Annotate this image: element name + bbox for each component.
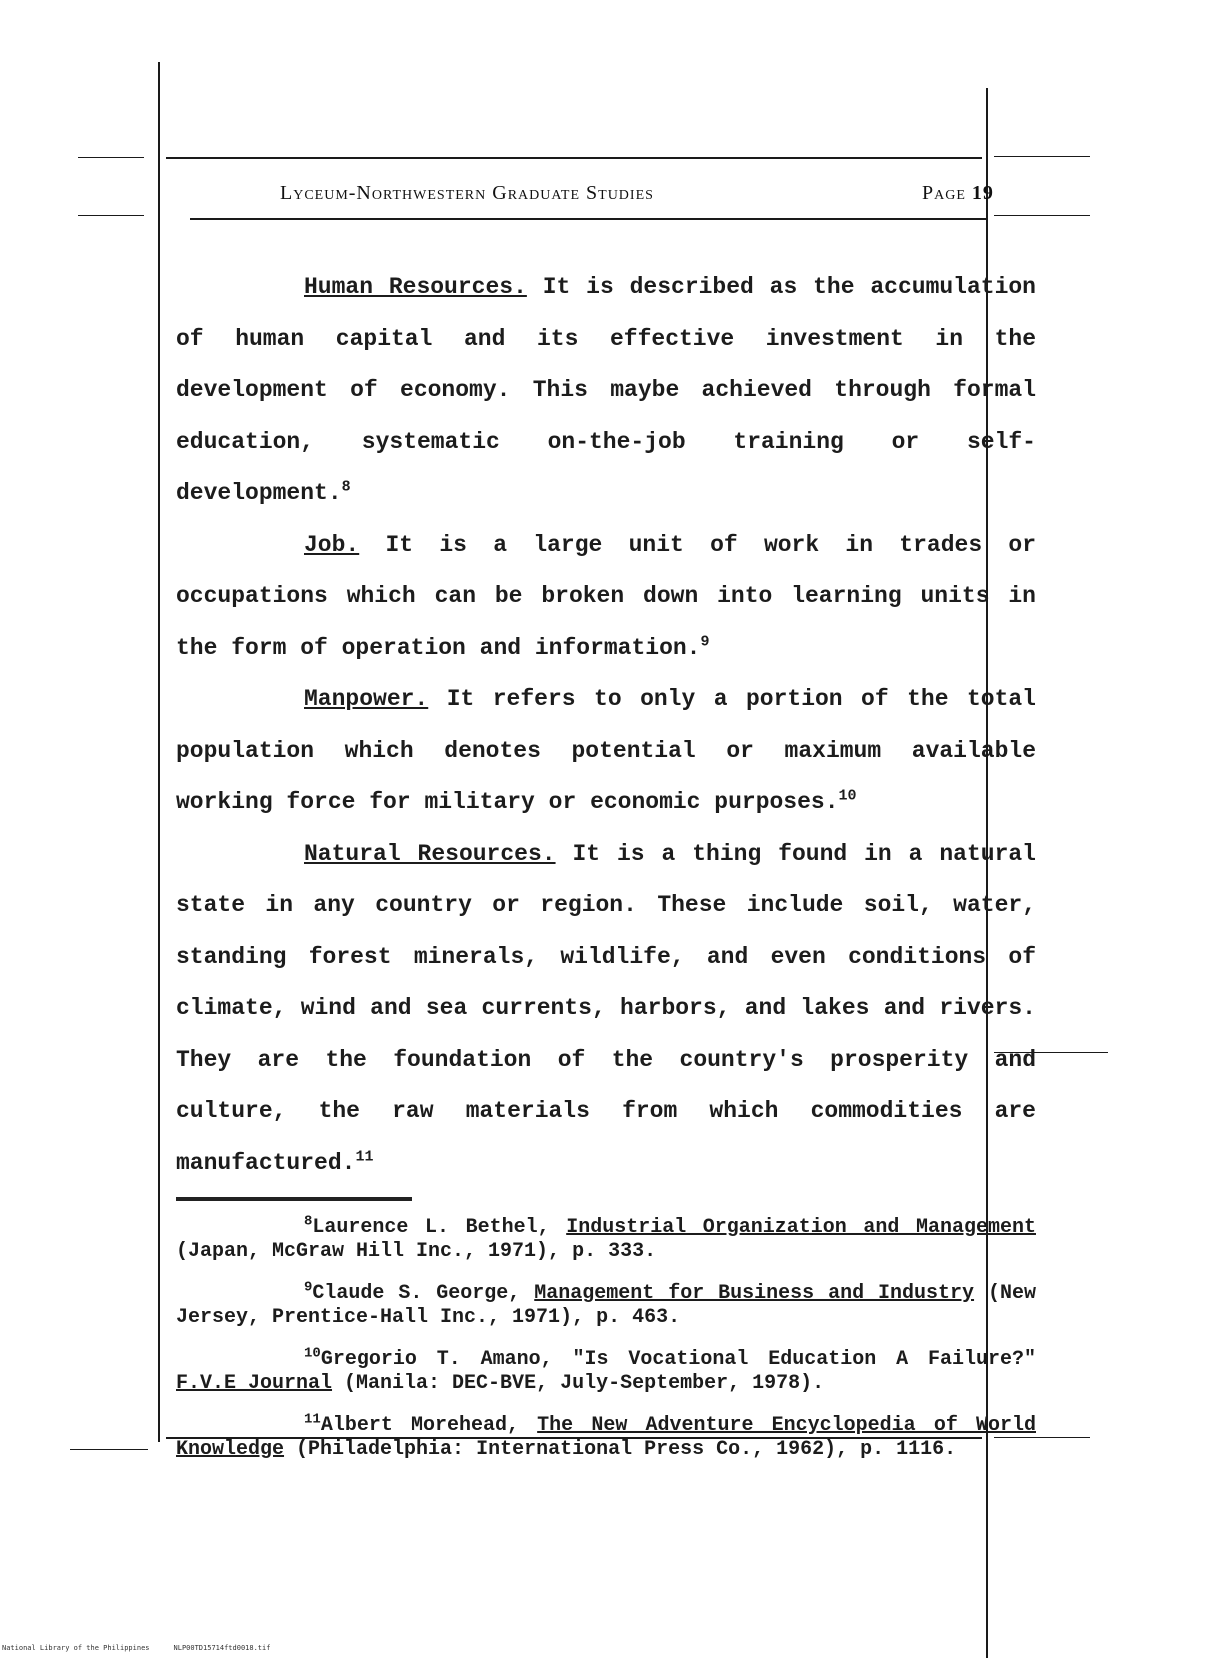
definitions-body <box>176 262 1036 1189</box>
footnote-publication: (Japan, McGraw Hill Inc., 1971), p. 333. <box>176 1240 657 1263</box>
page-number: 19 <box>971 182 994 204</box>
footnote-ref: 10 <box>838 787 857 805</box>
footnote-title: F.V.E Journal <box>176 1372 333 1395</box>
footnote <box>176 1279 1036 1330</box>
header-underline <box>190 218 986 220</box>
library-name: National Library of the Philippines <box>2 1644 150 1652</box>
running-header-title: Lyceum-Northwestern Graduate Studies <box>280 182 654 204</box>
page-number-label <box>922 182 994 205</box>
footnote <box>176 1213 1036 1264</box>
footnote-title: The New Adventure Encyclopedia of World Knowledge <box>176 1414 1036 1461</box>
footnote <box>176 1411 1036 1462</box>
definition-text: It is a large unit of work in trades or occupations which can be broken down into learning units in the form of operation and information. <box>176 531 1036 661</box>
footnote-title: Industrial Organization and Management <box>566 1216 1036 1239</box>
footnotes <box>176 1213 1036 1480</box>
definition-paragraph <box>176 829 1036 1190</box>
margin-tick-left-top <box>78 157 144 158</box>
footnote-author: Claude S. George, <box>312 1282 535 1305</box>
definition-text: It is described as the accumulation of human capital and its effective investment in the development of economy. This maybe achieved through formal education, systematic on-the-job training or self-development. <box>176 274 1036 506</box>
margin-tick-right-mid <box>994 215 1090 216</box>
footnote-author: Laurence L. Bethel, <box>312 1216 567 1239</box>
header-rule <box>166 157 982 159</box>
definition-term: Job. <box>304 531 360 558</box>
scan-stamp <box>2 1644 294 1652</box>
footnote <box>176 1345 1036 1396</box>
definition-term: Manpower. <box>304 686 429 712</box>
margin-tick-left-mid <box>78 215 144 216</box>
definition-text: It is a thing found in a natural state in any country or region. These include soil, water, standing forest minerals, wildlife, and even conditions of climate, wind and sea currents, harbors, and lakes and rivers. They are the foundation of the country's prosperity and culture, the raw materials from which commodities are manufactured. <box>176 840 1036 1176</box>
definition-paragraph <box>176 520 1036 675</box>
definition-text: It refers to only a portion of the total population which denotes potential or maximum available working force for military or economic purposes. <box>176 686 1036 815</box>
margin-tick-left-bottom <box>70 1449 148 1450</box>
page-label: Page <box>922 182 966 204</box>
margin-tick-right-top <box>994 156 1090 157</box>
left-margin-rule <box>158 62 160 1442</box>
footnote-divider <box>176 1197 412 1201</box>
footnote-ref: 11 <box>355 1147 374 1165</box>
definition-paragraph <box>176 262 1036 520</box>
footnote-number: 8 <box>304 1213 313 1230</box>
footnote-number: 9 <box>304 1279 313 1296</box>
footnote-author: Albert Morehead, <box>320 1414 538 1437</box>
footnote-publication: (Philadelphia: International Press Co., 1962), p. 1116. <box>284 1438 957 1461</box>
footnote-publication: (Manila: DEC-BVE, July-September, 1978). <box>332 1372 825 1395</box>
scan-file-name: NLP00TD15714ftd0018.tif <box>173 1644 271 1652</box>
definition-term: Natural Resources. <box>304 840 556 867</box>
footnote-author: Gregorio T. Amano, "Is Vocational Education A Failure?" <box>320 1348 1036 1371</box>
footnote-title: Management for Business and Industry <box>534 1282 975 1305</box>
footnote-ref: 9 <box>700 632 710 650</box>
footnote-publication: (New Jersey, Prentice-Hall Inc., 1971), p. 463. <box>176 1282 1036 1329</box>
definition-paragraph <box>176 674 1036 829</box>
footnote-ref: 8 <box>341 478 351 496</box>
definition-term: Human Resources. <box>304 274 527 300</box>
footnote-number: 11 <box>304 1411 321 1428</box>
footnote-number: 10 <box>304 1345 321 1362</box>
